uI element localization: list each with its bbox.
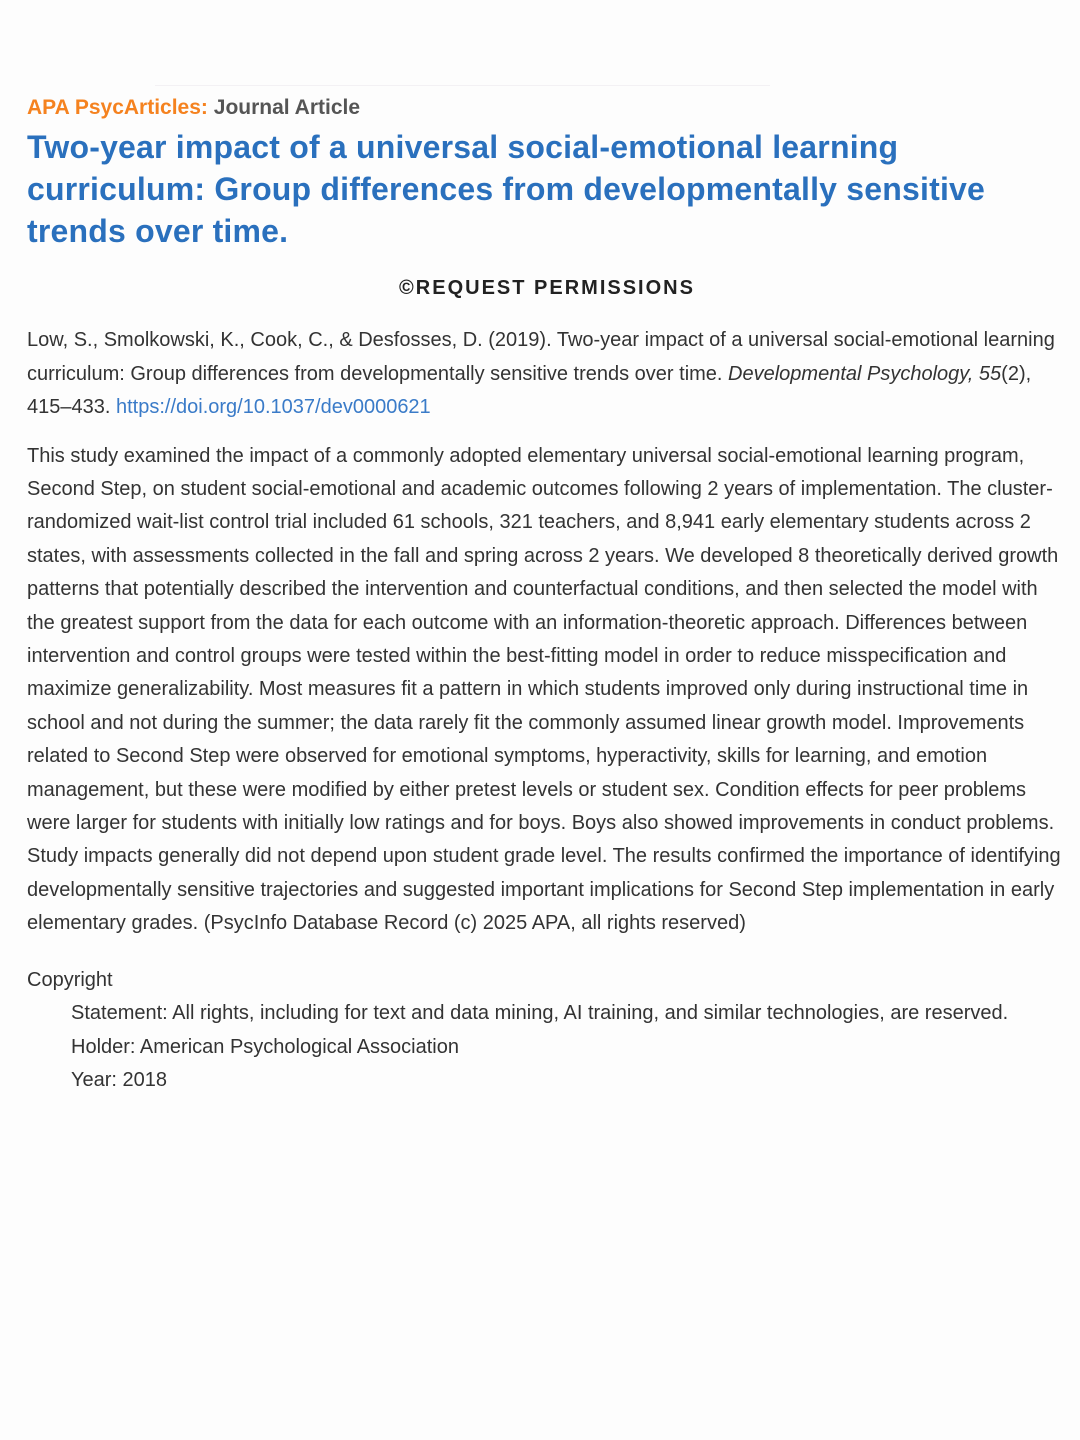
- copyright-year: Year: 2018: [71, 1069, 168, 1092]
- copyright-icon: ©: [399, 277, 416, 299]
- article-record: [27, 94, 1067, 1098]
- request-permissions-button[interactable]: [27, 274, 1067, 302]
- document-type-label: Journal Article: [213, 96, 361, 119]
- abstract: This study examined the impact of a commonly adopted elementary universal social-emotional learning program, Second Step, on student social-emotional and academic outcomes following 2 years of implementation. The cluster-randomized wait-list control trial included 61 schools, 321 teachers, and 8,941 early elementary students across 2 states, with assessments collected in the fall and spring across 2 years. We developed 8 theoretically derived growth patterns that potentially described the intervention and counterfactual conditions, and then selected the model with the greatest support from the data for each outcome with an information-theoretic approach. Differences between intervention and control groups were tested within the best-fitting model in order to reduce misspecification and maximize generalizability. Most measures fit a pattern in which students improved only during instructional time in school and not during the summer; the data rarely fit the commonly assumed linear growth model. Improvements related to Second Step were observed for emotional symptoms, hyperactivity, skills for learning, and emotion management, but these were modified by either pretest levels or student sex. Condition effects for peer problems were larger for students with initially low ratings and for boys. Boys also showed improvements in conduct problems. Study impacts generally did not depend upon student grade level. The results confirmed the importance of identifying developmentally sensitive trajectories and suggested important implications for Second Step implementation in early elementary grades. (PsycInfo Database Record (c) 2025 APA, all rights reserved): [27, 444, 1061, 935]
- copyright-statement: Statement: All rights, including for text and data mining, AI training, and similar technologies, are reserved.: [71, 1002, 1009, 1025]
- request-permissions-label: REQUEST PERMISSIONS: [415, 277, 695, 299]
- citation-issue-pages: (2), 415–433.: [27, 362, 1032, 418]
- citation-volume: 55: [978, 362, 1002, 385]
- copyright-heading: Copyright: [27, 968, 113, 991]
- source-line: [27, 94, 1067, 122]
- top-divider: [155, 85, 770, 86]
- copyright-fields: [27, 997, 1031, 1098]
- copyright-holder: Holder: American Psychological Association: [71, 1035, 459, 1058]
- article-title: Two-year impact of a universal social-emotional learning curriculum: Group differences from developmentally sensitive trends over time.: [27, 129, 986, 249]
- copyright-section: [27, 964, 1067, 1098]
- citation-journal: Developmental Psychology,: [728, 362, 974, 385]
- citation: [27, 324, 1067, 425]
- doi-link[interactable]: https://doi.org/10.1037/dev0000621: [115, 396, 431, 418]
- source-database-label: APA PsycArticles:: [27, 96, 208, 119]
- citation-authors-title: Low, S., Smolkowski, K., Cook, C., & Desfosses, D. (2019). Two-year impact of a universal social-emotional learning curriculum: Group differences from developmentally sensitive trends over time.: [27, 329, 1055, 385]
